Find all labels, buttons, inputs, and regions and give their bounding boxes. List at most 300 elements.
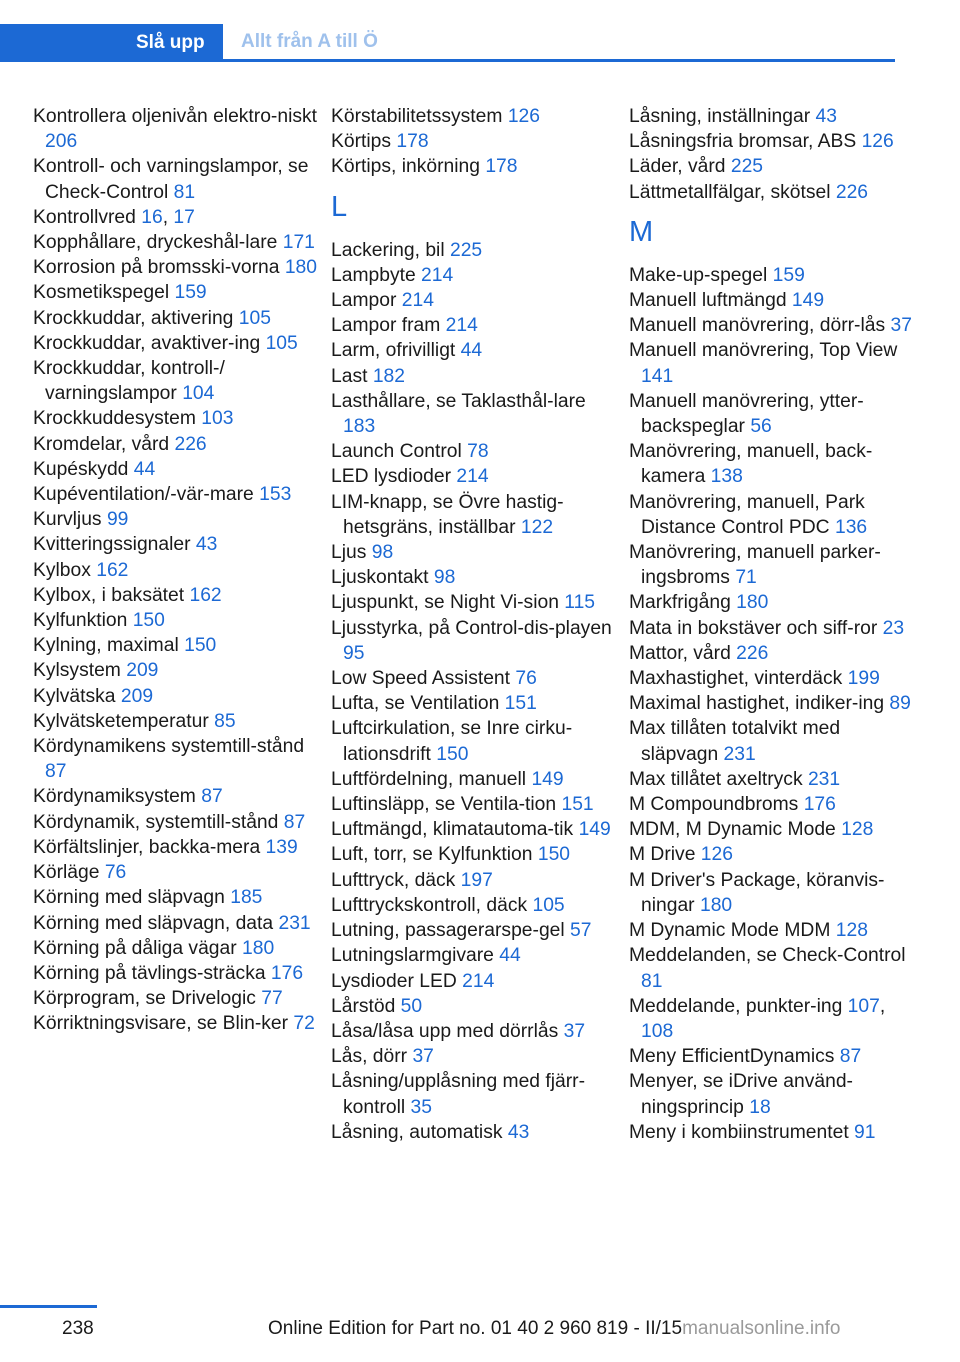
page-link[interactable]: 180	[284, 257, 317, 279]
page-link[interactable]: 209	[120, 685, 154, 707]
entry-term: MDM, M Dynamic Mode	[629, 819, 836, 841]
page-link[interactable]: 56	[750, 416, 772, 438]
page-link[interactable]: 185	[230, 887, 263, 909]
index-entry	[33, 104, 318, 154]
entry-term: Lufttryckskontroll, däck	[331, 894, 528, 916]
index-entry	[629, 540, 919, 590]
index-entry	[331, 691, 616, 716]
entry-term: Kontroll- och varningslampor, se Check-Control	[33, 156, 309, 203]
index-entry	[33, 532, 318, 557]
page-link[interactable]: 126	[700, 844, 733, 866]
index-entry	[331, 590, 616, 615]
page-link[interactable]: 214	[421, 264, 454, 286]
page-link[interactable]: 23	[882, 617, 905, 639]
page-link[interactable]: 159	[174, 282, 207, 304]
entry-term: Luftinsläpp, se Ventila-tion	[331, 794, 557, 816]
page-link[interactable]: 149	[531, 768, 564, 790]
entry-term: Kromdelar, vård	[33, 433, 170, 455]
page-link[interactable]: 214	[456, 466, 489, 488]
entry-term: Luftmängd, klimatautoma-tik	[331, 819, 574, 841]
index-entry	[33, 885, 318, 910]
entry-term: Kylvätsketemperatur	[33, 710, 209, 732]
page-link[interactable]: 44	[460, 340, 483, 362]
index-entry	[629, 792, 919, 817]
entry-term: Ljuspunkt, se Night Vi-sion	[331, 592, 559, 614]
page-link[interactable]: 226	[736, 642, 769, 664]
entry-term: Körning på tävlings-sträcka	[33, 962, 266, 984]
page-link[interactable]: 16	[141, 206, 163, 228]
entry-term: Launch Control	[331, 441, 462, 463]
entry-term: Ljus	[331, 542, 367, 564]
page-link[interactable]: 99	[106, 509, 129, 531]
page-link[interactable]: 98	[371, 542, 394, 564]
entry-term: Kylbox	[33, 559, 91, 581]
entry-term: Lås, dörr	[331, 1046, 408, 1068]
index-entry	[331, 767, 616, 792]
entry-term: Lysdioder LED	[331, 970, 457, 992]
entry-term: Menyer, se iDrive använd-ningsprincip	[629, 1071, 853, 1118]
index-entry	[331, 565, 616, 590]
entry-term: Kördynamiksystem	[33, 786, 196, 808]
section-letter: L	[331, 190, 348, 223]
page-link[interactable]: 206	[45, 131, 78, 153]
entry-term: Lårstöd	[331, 995, 396, 1017]
page-link[interactable]: 225	[449, 239, 483, 261]
entry-term: Manövrering, manuell, Park Distance Control PDC	[629, 491, 865, 538]
entry-term: Läder, vård	[629, 156, 726, 178]
index-entry	[33, 658, 318, 683]
page-link[interactable]: 126	[861, 131, 894, 153]
edition-text: Online Edition for Part no. 01 40 2 960 819 - II/15	[268, 1318, 683, 1339]
index-entry	[33, 608, 318, 633]
index-entry	[629, 129, 919, 154]
page-link[interactable]: 149	[578, 819, 611, 841]
page-link[interactable]: 226	[835, 181, 869, 203]
index-entry	[629, 338, 919, 388]
page-link[interactable]: 37	[890, 315, 912, 337]
page-link[interactable]: 178	[485, 156, 518, 178]
index-entry	[331, 490, 616, 540]
page-link[interactable]: 76	[104, 862, 127, 884]
index-entry	[33, 255, 318, 280]
entry-term: Kontrollera oljenivån elektro-niskt	[33, 106, 318, 127]
entry-term: Max tillåten totalvikt med släpvagn	[629, 718, 841, 765]
entry-term: Meddelande, punkter-ing	[629, 995, 843, 1017]
index-entry	[629, 641, 919, 666]
index-entry	[33, 1011, 318, 1036]
index-entry	[33, 558, 318, 583]
entry-term: Make-up-spegel	[629, 264, 768, 286]
page-link[interactable]: 126	[507, 106, 540, 127]
index-entry	[331, 969, 616, 994]
page-link[interactable]: 209	[126, 660, 159, 682]
page-link[interactable]: 138	[710, 466, 743, 488]
entry-term: Mata in bokstäver och siff-ror	[629, 617, 878, 639]
page-link[interactable]: 151	[504, 693, 537, 715]
entry-term: Körning på dåliga vägar	[33, 937, 237, 959]
page-link[interactable]: 95	[343, 642, 365, 664]
index-entry	[331, 439, 616, 464]
index-entry	[33, 961, 318, 986]
entry-term: Luft, torr, se Kylfunktion	[331, 844, 533, 866]
entry-term: Last	[331, 365, 368, 387]
index-entry	[629, 389, 919, 439]
entry-term: Meddelanden, se Check-Control	[629, 945, 906, 967]
index-entry	[629, 180, 919, 205]
page-link[interactable]: 214	[445, 315, 478, 337]
entry-term: M Dynamic Mode MDM	[629, 920, 831, 942]
entry-term: Lampor	[331, 290, 397, 312]
entry-term: Låsning, inställningar	[629, 106, 811, 127]
index-entry	[629, 842, 919, 867]
entry-term: Maxhastighet, vinterdäck	[629, 668, 843, 690]
index-entry	[331, 338, 616, 363]
entry-term: Korrosion på bromsski-vorna	[33, 257, 280, 279]
page-link[interactable]: 231	[807, 768, 841, 790]
index-entry	[331, 288, 616, 313]
index-entry	[629, 918, 919, 943]
index-entry	[331, 263, 616, 288]
entry-term: Lufta, se Ventilation	[331, 693, 500, 715]
entry-term: Låsning/upplåsning med fjärr-kontroll	[331, 1071, 586, 1118]
index-entry	[331, 540, 616, 565]
index-entry	[629, 490, 919, 540]
tab-allt-fran-a-till-o[interactable]: Allt från A till Ö	[241, 31, 378, 52]
entry-term: Kurvljus	[33, 509, 102, 531]
entry-term: Körning med släpvagn, data	[33, 912, 274, 934]
page-link[interactable]: 76	[515, 668, 537, 690]
page-link[interactable]: 178	[396, 131, 429, 153]
entry-term: Lutning, passagerarspe-gel	[331, 920, 565, 942]
footer-rule	[0, 1305, 97, 1308]
entry-term: Kördynamikens systemtill-stånd	[33, 736, 305, 758]
entry-term: Luftfördelning, manuell	[331, 768, 527, 790]
entry-term: Körstabilitetssystem	[331, 106, 503, 127]
index-entry	[33, 280, 318, 305]
page-link[interactable]: 162	[96, 559, 129, 581]
entry-term: Kylning, maximal	[33, 635, 179, 657]
page-link[interactable]: 153	[259, 484, 292, 506]
page-link[interactable]: 149	[791, 290, 825, 312]
page-link[interactable]: 104	[182, 383, 215, 405]
index-entry	[33, 734, 318, 784]
entry-term: Manuell manövrering, dörr-lås	[629, 315, 886, 337]
page-link[interactable]: 50	[400, 995, 423, 1017]
page-link[interactable]: 87	[283, 811, 306, 833]
page-link[interactable]: 150	[184, 635, 217, 657]
index-entry	[33, 406, 318, 431]
entry-term: Kylfunktion	[33, 610, 128, 632]
index-entry	[629, 691, 919, 716]
entry-term: Lutningslarmgivare	[331, 945, 494, 967]
index-entry	[331, 129, 616, 154]
index-column-1	[33, 104, 318, 1037]
index-entry	[331, 464, 616, 489]
page-link[interactable]: 72	[293, 1013, 315, 1035]
page-link[interactable]: 182	[372, 365, 405, 387]
index-entry	[33, 482, 318, 507]
entry-term: Låsa/låsa upp med dörrlås	[331, 1020, 559, 1042]
page-link[interactable]: 91	[854, 1121, 876, 1143]
page-link[interactable]: 150	[132, 610, 165, 632]
page-link[interactable]: 78	[467, 441, 489, 463]
entry-term: Körläge	[33, 862, 100, 884]
entry-term: Meny EfficientDynamics	[629, 1046, 835, 1068]
entry-term: LIM-knapp, se Övre hastig-hetsgräns, inställbar	[331, 491, 564, 538]
index-entry	[629, 154, 919, 179]
page-link[interactable]: 43	[507, 1121, 530, 1143]
page-link[interactable]: 107	[847, 995, 880, 1017]
index-entry	[33, 356, 318, 406]
index-entry	[33, 306, 318, 331]
entry-term: Kupéskydd	[33, 458, 129, 480]
page-link[interactable]: 57	[570, 920, 592, 942]
page-link[interactable]: 180	[736, 592, 769, 614]
index-entry	[629, 313, 919, 338]
index-entry	[33, 936, 318, 961]
entry-term: Kördynamik, systemtill-stånd	[33, 811, 279, 833]
entry-term: Manövrering, manuell parker-ingsbroms	[629, 542, 881, 589]
index-entry	[33, 432, 318, 457]
page-link[interactable]: 105	[238, 307, 271, 329]
entry-term: Luftcirkulation, se Inre cirku-lationsdrift	[331, 718, 573, 765]
entry-term: Låsning, automatisk	[331, 1121, 503, 1143]
entry-term: Ljuskontakt	[331, 567, 429, 589]
entry-term: Manuell manövrering, Top View	[629, 340, 898, 362]
index-entry	[33, 230, 318, 255]
entry-term: Kylsystem	[33, 660, 121, 682]
page-link[interactable]: 128	[835, 920, 868, 942]
page-link[interactable]: 150	[436, 743, 469, 765]
index-entry	[629, 263, 919, 288]
entry-term: Kopphållare, dryckeshål-lare	[33, 232, 278, 254]
entry-term: Lackering, bil	[331, 239, 445, 261]
index-entry	[629, 716, 919, 766]
index-entry	[331, 716, 616, 766]
page-link[interactable]: 122	[520, 516, 554, 538]
page-link[interactable]: 226	[174, 433, 207, 455]
index-entry	[33, 784, 318, 809]
entry-term: Krockkuddesystem	[33, 408, 196, 430]
entry-term: Kosmetikspegel	[33, 282, 170, 304]
entry-term: Körning med släpvagn	[33, 887, 225, 909]
entry-term: Lufttryck, däck	[331, 869, 456, 891]
page-link[interactable]: 105	[265, 332, 298, 354]
page-link[interactable]: 87	[839, 1046, 862, 1068]
page-link[interactable]: 108	[641, 1020, 674, 1042]
entry-term: Körprogram, se Drivelogic	[33, 988, 256, 1010]
page-link[interactable]: 87	[201, 786, 223, 808]
page-link[interactable]: 150	[537, 844, 571, 866]
index-entry	[331, 868, 616, 893]
entry-term: M Driver's Package, köranvis-ningar	[629, 869, 885, 916]
index-entry	[33, 709, 318, 734]
page-link[interactable]: 17	[173, 206, 195, 228]
index-entry	[331, 918, 616, 943]
index-entry	[629, 1069, 919, 1119]
section-letter: M	[629, 215, 654, 248]
page-link[interactable]: 141	[641, 365, 674, 387]
page-link[interactable]: 105	[532, 894, 565, 916]
entry-term: Kontrollvred	[33, 206, 136, 228]
entry-term: Lättmetallfälgar, skötsel	[629, 181, 831, 203]
index-entry	[331, 893, 616, 918]
index-entry	[629, 666, 919, 691]
page-link[interactable]: 89	[889, 693, 911, 715]
index-entry	[33, 457, 318, 482]
index-entry	[629, 288, 919, 313]
entry-term: Låsningsfria bromsar, ABS	[629, 131, 857, 153]
page-link[interactable]: 77	[261, 988, 283, 1010]
index-entry	[33, 331, 318, 356]
entry-term: Lampbyte	[331, 264, 416, 286]
page-link[interactable]: 180	[242, 937, 275, 959]
entry-term: Manuell manövrering, ytter-backspeglar	[629, 390, 864, 438]
index-entry	[331, 364, 616, 389]
index-entry	[331, 1069, 616, 1119]
index-column-3	[629, 104, 919, 1145]
entry-term: Manuell luftmängd	[629, 290, 787, 312]
entry-term: Kylbox, i baksätet	[33, 584, 185, 606]
index-entry	[629, 590, 919, 615]
page-link[interactable]: 37	[412, 1046, 434, 1068]
index-entry	[331, 666, 616, 691]
index-entry	[629, 943, 919, 993]
page-link[interactable]: 176	[270, 962, 304, 984]
page-link[interactable]: 103	[201, 408, 234, 430]
entry-term: Körtips	[331, 131, 392, 153]
index-entry	[331, 154, 616, 179]
page-link[interactable]: 214	[462, 970, 495, 992]
index-entry	[331, 842, 616, 867]
entry-term: Kvitteringssignaler	[33, 534, 191, 556]
entry-term: LED lysdioder	[331, 466, 452, 488]
index-entry	[331, 817, 616, 842]
index-entry	[629, 817, 919, 842]
index-entry	[33, 633, 318, 658]
entry-term: Krockkuddar, avaktiver-ing	[33, 332, 261, 354]
page-link[interactable]: 199	[847, 668, 880, 690]
entry-term: M Drive	[629, 844, 696, 866]
entry-term: Mattor, vård	[629, 642, 731, 664]
entry-term: Low Speed Assistent	[331, 668, 511, 690]
page-link[interactable]: 18	[749, 1096, 771, 1118]
index-entry	[331, 313, 616, 338]
index-entry	[331, 104, 616, 129]
entry-term: Markfrigång	[629, 592, 731, 614]
entry-term: Kupéventilation/-vär-mare	[33, 484, 254, 506]
page-link[interactable]: 159	[772, 264, 805, 286]
index-entry	[629, 767, 919, 792]
entry-term: M Compoundbroms	[629, 794, 799, 816]
entry-term: Körfältslinjer, backka-mera	[33, 836, 261, 858]
page-link[interactable]: 71	[735, 567, 757, 589]
index-entry	[331, 943, 616, 968]
page-link[interactable]: 214	[401, 290, 434, 312]
index-entry: Meddelande, punkter-ing 107, 108	[629, 995, 886, 1042]
page-link[interactable]: 139	[265, 836, 298, 858]
index-entry	[33, 583, 318, 608]
page-link[interactable]: 197	[460, 869, 493, 891]
entry-term: Kylvätska	[33, 685, 116, 707]
index-entry	[331, 389, 616, 439]
page-link[interactable]: 180	[699, 894, 733, 916]
index-entry	[331, 1044, 616, 1069]
index-entry	[331, 1120, 616, 1145]
index-entry	[331, 994, 616, 1019]
page-number: 238	[62, 1318, 94, 1339]
entry-term: Meny i kombiinstrumentet	[629, 1121, 849, 1143]
index-entry	[33, 911, 318, 936]
page-link[interactable]: 98	[433, 567, 456, 589]
page-link[interactable]: 225	[730, 156, 764, 178]
watermark-text: manualsonline.info	[682, 1318, 841, 1339]
index-entry	[33, 507, 318, 532]
entry-term: Krockkuddar, kontroll-/ varningslampor	[33, 358, 225, 405]
index-entry	[629, 616, 919, 641]
entry-term: Max tillåtet axeltryck	[629, 768, 803, 790]
index-entry	[331, 616, 616, 666]
page-link[interactable]: 162	[189, 584, 222, 606]
index-entry	[629, 439, 919, 489]
index-entry	[629, 1120, 919, 1145]
page-link[interactable]: 44	[499, 945, 521, 967]
page-link[interactable]: 231	[278, 912, 311, 934]
page-link[interactable]: 35	[410, 1096, 432, 1118]
page-link[interactable]: 128	[841, 819, 874, 841]
page-link[interactable]: 115	[564, 592, 596, 614]
page-link[interactable]: 81	[641, 970, 663, 992]
index-entry	[331, 792, 616, 817]
index-entry	[629, 104, 919, 129]
index-entry	[331, 238, 616, 263]
entry-term: Larm, ofrivilligt	[331, 340, 456, 362]
entry-term: Körriktningsvisare, se Blin-ker	[33, 1013, 289, 1035]
entry-term: Ljusstyrka, på Control-dis-playen	[331, 617, 612, 639]
index-entry	[629, 1044, 919, 1069]
tab-sla-upp[interactable]: Slå upp	[0, 24, 223, 62]
page-link[interactable]: 37	[563, 1020, 586, 1042]
index-entry	[33, 810, 318, 835]
page-link[interactable]: 171	[282, 232, 315, 254]
page-link[interactable]: 183	[343, 416, 376, 438]
entry-term: Lampor fram	[331, 315, 441, 337]
index-column-2	[331, 104, 616, 1145]
entry-term: Manövrering, manuell, back-kamera	[629, 441, 873, 488]
page-link[interactable]: 43	[815, 106, 837, 127]
index-entry	[629, 868, 919, 918]
page-link[interactable]: 151	[561, 794, 594, 816]
header-rule	[0, 59, 895, 62]
page-link[interactable]: 176	[803, 794, 836, 816]
page-link[interactable]: 87	[45, 761, 67, 783]
page-link[interactable]: 136	[834, 516, 868, 538]
top-navigation	[0, 24, 895, 62]
index-entry	[33, 835, 318, 860]
page-link[interactable]: 44	[133, 458, 156, 480]
page-link[interactable]: 231	[723, 743, 756, 765]
index-entry	[33, 860, 318, 885]
footer-text	[268, 1318, 841, 1340]
entry-term: Krockkuddar, aktivering	[33, 307, 234, 329]
entry-term: Maximal hastighet, indiker-ing	[629, 693, 885, 715]
index-entry	[33, 986, 318, 1011]
page-link[interactable]: 81	[173, 181, 196, 203]
index-entry: Kontrollvred 16, 17	[33, 206, 195, 228]
index-entry	[33, 154, 318, 204]
page-link[interactable]: 43	[195, 534, 218, 556]
page-link[interactable]: 85	[214, 710, 236, 732]
